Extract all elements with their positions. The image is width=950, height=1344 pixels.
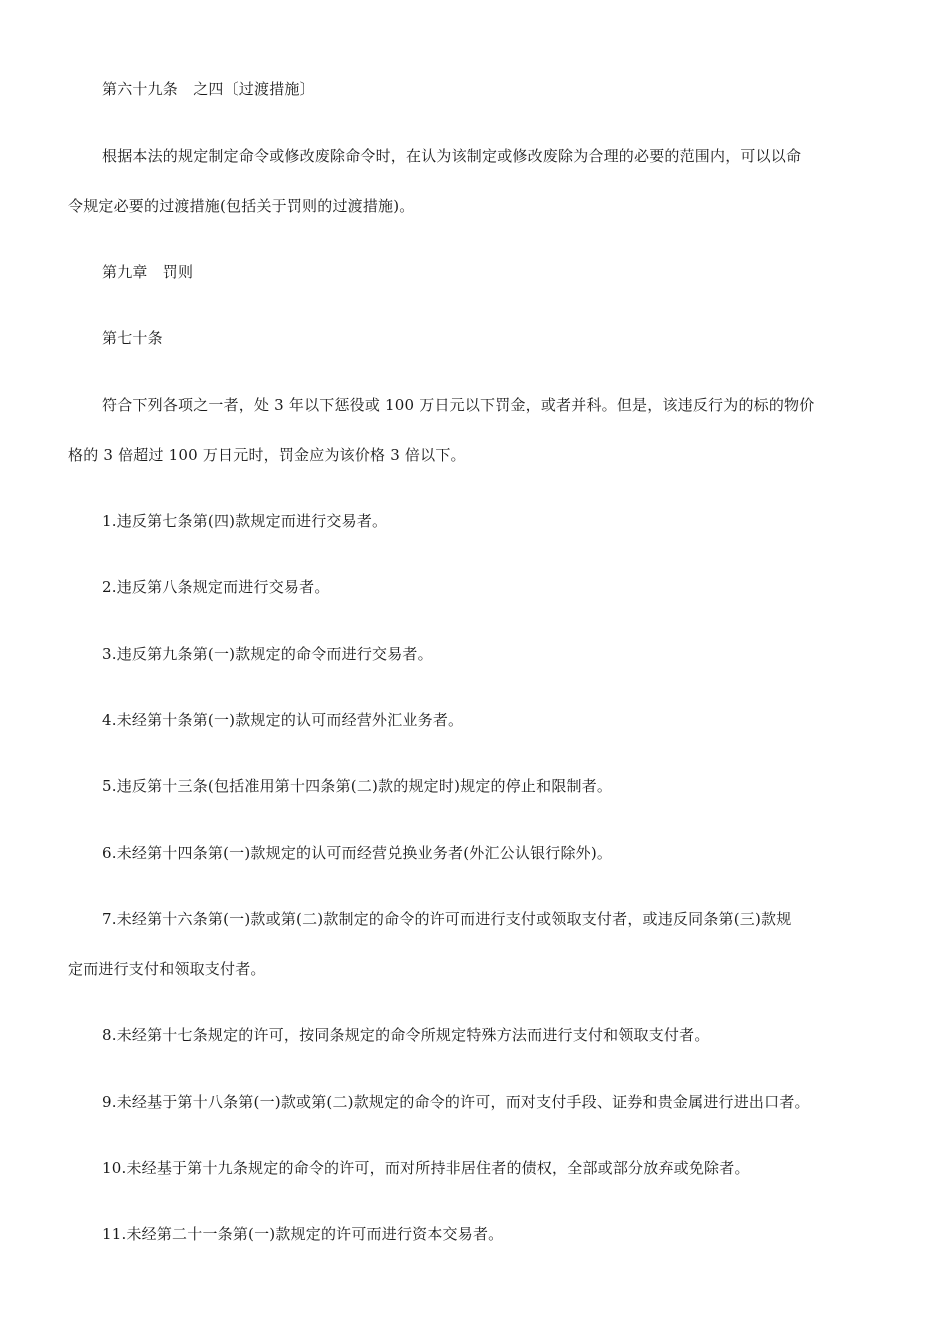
article-heading-69-4: 第六十九条 之四〔过渡措施〕 [102,80,315,98]
list-item: 6.未经第十四条第(一)款规定的认可而经营兑换业务者(外汇公认银行除外)。 [102,844,613,862]
paragraph-line: 符合下列各项之一者，处 3 年以下惩役或 100 万日元以下罚金，或者并科。但是，该违反行为的标的物价 [102,396,815,414]
list-item: 8.未经第十七条规定的许可，按同条规定的命令所规定特殊方法而进行支付和领取支付者。 [102,1026,710,1044]
paragraph-line: 格的 3 倍超过 100 万日元时，罚金应为该价格 3 倍以下。 [68,446,466,464]
list-item: 11.未经第二十一条第(一)款规定的许可而进行资本交易者。 [102,1225,504,1243]
list-item-continuation: 定而进行支付和领取支付者。 [68,960,266,978]
list-item: 10.未经基于第十九条规定的命令的许可，而对所持非居住者的债权，全部或部分放弃或免除者。 [102,1159,750,1177]
list-item: 1.违反第七条第(四)款规定而进行交易者。 [102,512,388,530]
list-item: 2.违反第八条规定而进行交易者。 [102,578,330,596]
list-item: 5.违反第十三条(包括准用第十四条第(二)款的规定时)规定的停止和限制者。 [102,777,613,795]
list-item: 4.未经第十条第(一)款规定的认可而经营外汇业务者。 [102,711,464,729]
chapter-heading: 第九章 罚则 [102,263,194,281]
article-heading-70: 第七十条 [102,329,163,347]
list-item: 7.未经第十六条第(一)款或第(二)款制定的命令的许可而进行支付或领取支付者，或违反同条第(三)款规 [102,910,792,928]
paragraph-line: 根据本法的规定制定命令或修改废除命令时，在认为该制定或修改废除为合理的必要的范围内，可以以命 [102,147,802,165]
list-item: 9.未经基于第十八条第(一)款或第(二)款规定的命令的许可，而对支付手段、证券和贵金属进行进出口者。 [102,1093,810,1111]
list-item: 3.违反第九条第(一)款规定的命令而进行交易者。 [102,645,433,663]
paragraph-line: 令规定必要的过渡措施(包括关于罚则的过渡措施)。 [68,197,415,215]
